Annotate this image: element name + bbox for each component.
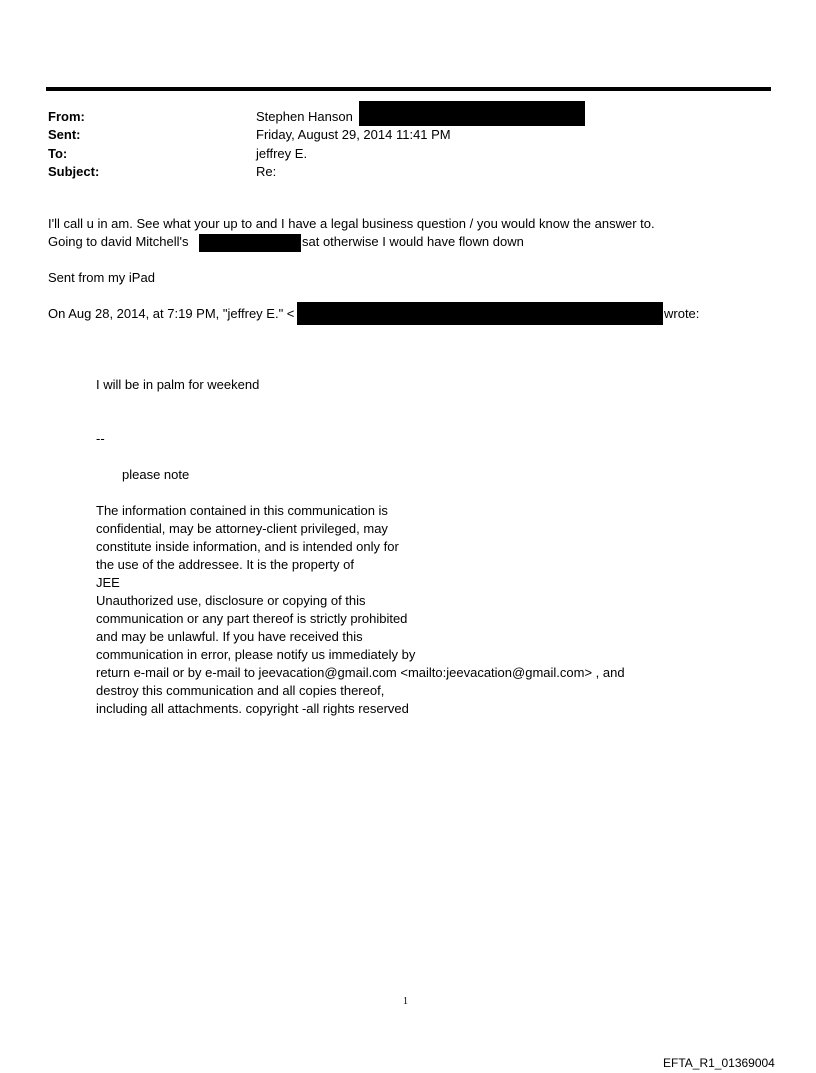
quoted-message: I will be in palm for weekend: [96, 377, 260, 392]
bates-number: EFTA_R1_01369004: [663, 1056, 775, 1070]
sent-label: Sent:: [48, 127, 81, 142]
subject-value: Re:: [256, 164, 277, 179]
body-line-2-start: Going to david Mitchell's: [48, 234, 189, 249]
quote-intro-start: On Aug 28, 2014, at 7:19 PM, "jeffrey E." <: [48, 306, 295, 321]
from-value: Stephen Hanson: [256, 109, 353, 124]
disclaimer-line: communication or any part thereof is strictly prohibited: [96, 611, 408, 626]
redaction-body: [199, 234, 301, 252]
disclaimer-line: destroy this communication and all copies thereof,: [96, 683, 385, 698]
disclaimer-line: and may be unlawful. If you have received this: [96, 629, 363, 644]
disclaimer-line: including all attachments. copyright -all rights reserved: [96, 701, 409, 716]
to-value: jeffrey E.: [256, 146, 308, 161]
body-line-1: I'll call u in am. See what your up to and I have a legal business question / you would know the answer to.: [48, 216, 655, 231]
please-note: please note: [122, 467, 190, 482]
disclaimer-line: the use of the addressee. It is the property of: [96, 557, 354, 572]
page-number: 1: [403, 996, 408, 1007]
disclaimer-line-email: return e-mail or by e-mail to jeevacation@gmail.com <mailto:jeevacation@gmail.com> , and: [96, 665, 625, 680]
subject-label: Subject:: [48, 164, 100, 179]
quoted-separator: --: [96, 431, 105, 446]
header-rule: [46, 87, 771, 91]
redaction-from-email: [359, 101, 585, 126]
from-label: From:: [48, 109, 85, 124]
quote-intro-end: wrote:: [664, 306, 700, 321]
disclaimer-line: The information contained in this communication is: [96, 503, 388, 518]
disclaimer-line: communication in error, please notify us immediately by: [96, 647, 416, 662]
signature: Sent from my iPad: [48, 270, 155, 285]
disclaimer-line: constitute inside information, and is intended only for: [96, 539, 399, 554]
redaction-quote-email: [297, 302, 663, 325]
body-line-2-end: sat otherwise I would have flown down: [302, 234, 524, 249]
disclaimer-line: JEE: [96, 575, 120, 590]
disclaimer-line: confidential, may be attorney-client privileged, may: [96, 521, 388, 536]
sent-value: Friday, August 29, 2014 11:41 PM: [256, 127, 451, 142]
to-label: To:: [48, 146, 68, 161]
disclaimer-line: Unauthorized use, disclosure or copying of this: [96, 593, 366, 608]
